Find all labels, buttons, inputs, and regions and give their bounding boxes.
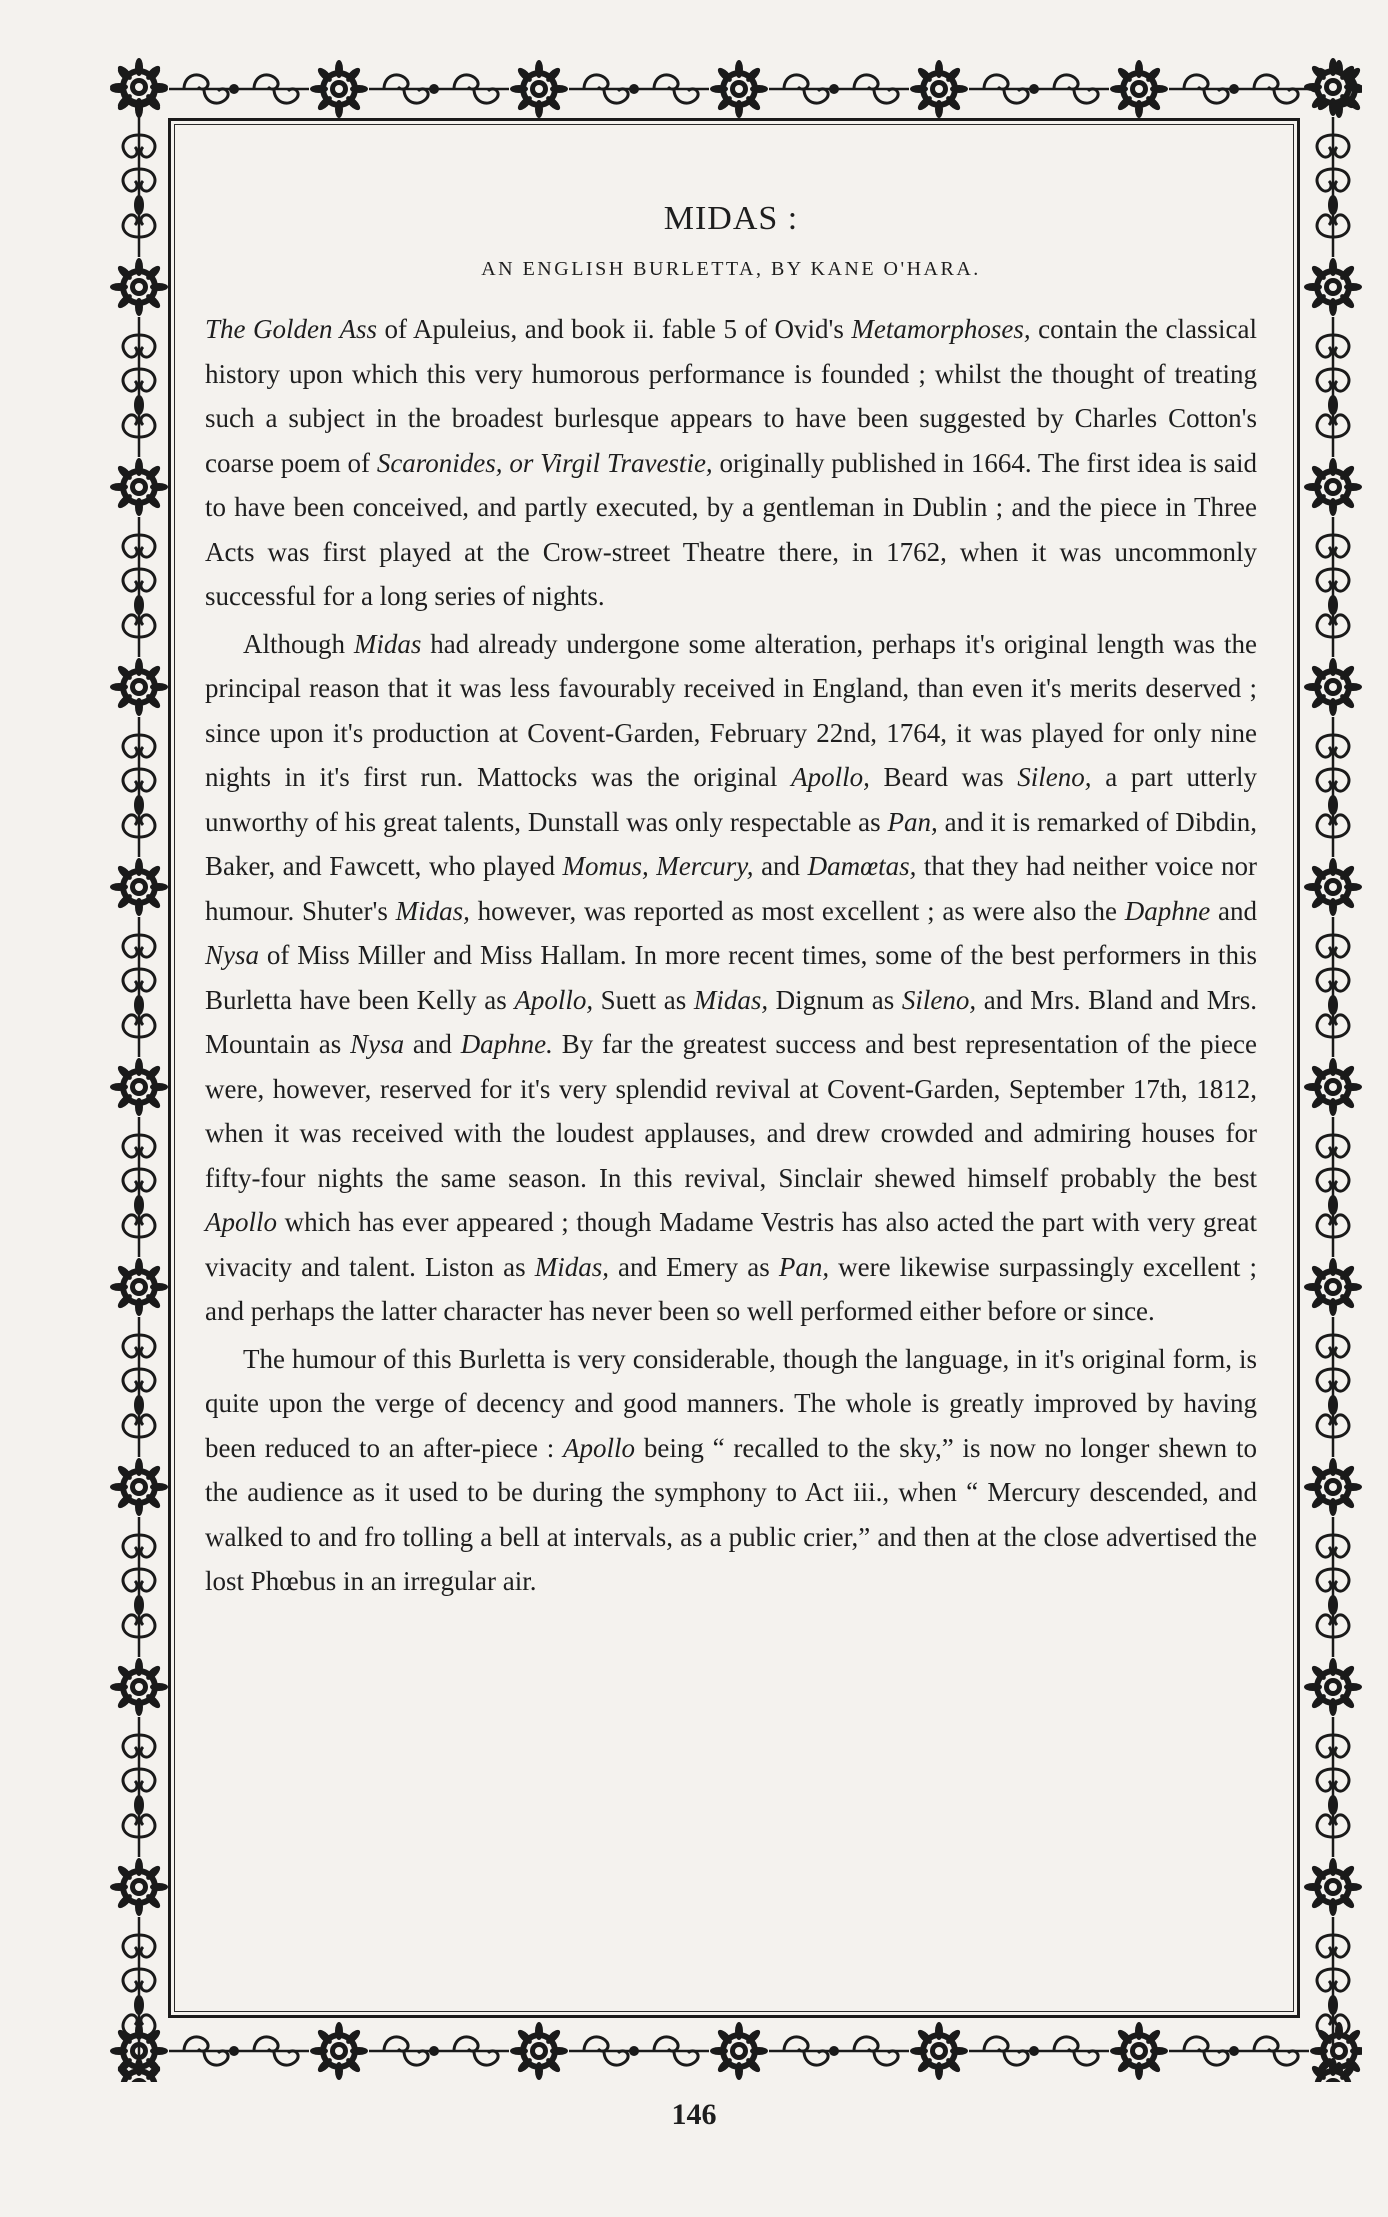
page-title: MIDAS : — [663, 200, 799, 237]
ornamental-border-top — [110, 58, 1362, 120]
ornament-svg-left — [110, 58, 168, 2082]
ornamental-border-bottom — [110, 2020, 1362, 2082]
italic-run: Midas, — [534, 1251, 609, 1282]
italic-run: Midas, — [395, 895, 470, 926]
paragraph-1: The Golden Ass of Apuleius, and book ii. fable 5 of Ovid's Metamorphoses, contain the classical history upon which this very humorous performance is founded ; whilst the thought of treating such a subject in the broadest burlesque appears to have been suggested by Charles Cotton's coarse poem of Scaronides, or Virgil Travestie, originally published in 1664. The first idea is said to have been conceived, and partly executed, by a gentleman in Dublin ; and the piece in Three Acts was first played at the Crow-street Theatre there, in 1762, when it was uncommonly successful for a long series of nights. — [205, 314, 1258, 611]
italic-run: Damœtas, — [807, 851, 917, 881]
italic-run: Nysa — [205, 940, 259, 970]
paragraph-2: Although Midas had already undergone some alteration, perhaps it's original length was the principal reason that it was less favourably received in England, than even it's merits deserved ; since upon it's production at Covent-Garden, February 22nd, 1764, it was played for only nine nights in it's first run. Mattocks was the original Apollo, Beard was Sileno, a part utterly unworthy of his great talents, Dunstall was only respectable as Pan, and it is remarked of Dibdin, Baker, and Fawcett, who played Momus, Mercury, and Damœtas, that they had neither voice nor humour. Shuter's Midas, however, was reported as most excellent ; as were also the Daphne and Nysa of Miss Miller and Miss Hallam. In more recent times, some of the best performers in this Burletta have been Kelly as Apollo, Suett as Midas, Dignum as Sileno, and Mrs. Bland and Mrs. Mountain as Nysa and Daphne. By far the greatest success and best representation of the piece were, however, reserved for it's very splendid revival at Covent-Garden, September 17th, 1812, when it was received with the loudest applauses, and drew crowded and admiring houses for fifty-four nights the same season. In this revival, Sinclair shewed himself probably the best Apollo which has ever appeared ; though Madame Vestris has also acted the part with very great vivacity and talent. Liston as Midas, and Emery as Pan, were likewise surpassingly excellent ; and perhaps the latter character has never been so well performed either before or since. — [205, 628, 1258, 1326]
italic-run: Daphne. — [460, 1029, 553, 1059]
text-block — [205, 200, 1257, 1604]
italic-run: Sileno, — [901, 984, 977, 1015]
paragraph-3: The humour of this Burletta is very considerable, though the language, in it's original form, is quite upon the verge of decency and good manners. The whole is greatly improved by having been reduced to an after-piece : Apollo being “ recalled to the sky,” is now no longer shewn to the audience as it used to be during the symphony to Act iii., when “ Mercury descended, and walked to and fro tolling a bell at intervals, as a public crier,” and then at the close advertised the lost Phœbus in an irregular air. — [205, 1343, 1257, 1596]
italic-run: Daphne — [1124, 895, 1211, 926]
ornament-svg-bottom — [110, 2020, 1362, 2082]
ornamental-border-left — [110, 58, 168, 2082]
italic-run: Momus, Mercury, — [562, 851, 754, 881]
ornamental-border-right — [1304, 58, 1362, 2082]
page-subtitle: AN ENGLISH BURLETTA, BY KANE O'HARA. — [481, 258, 981, 280]
italic-run: Midas — [353, 628, 422, 659]
italic-run: Metamorphoses, — [851, 314, 1031, 344]
ornament-svg-right — [1304, 58, 1362, 2082]
italic-run: Apollo — [205, 1207, 277, 1237]
italic-run: The Golden Ass — [205, 314, 378, 344]
italic-run: Sileno, — [1017, 762, 1092, 792]
page-number: 146 — [671, 2098, 717, 2131]
italic-run: Scaronides, or Virgil Travestie, — [376, 447, 713, 478]
italic-run: Apollo, — [791, 762, 870, 792]
italic-run: Apollo, — [514, 984, 594, 1015]
italic-run: Midas, — [693, 984, 769, 1015]
italic-run: Apollo — [563, 1432, 636, 1463]
italic-run: Pan, — [778, 1251, 830, 1282]
ornament-svg-top — [110, 58, 1362, 120]
italic-run: Pan, — [887, 806, 938, 837]
italic-run: Nysa — [350, 1029, 405, 1059]
